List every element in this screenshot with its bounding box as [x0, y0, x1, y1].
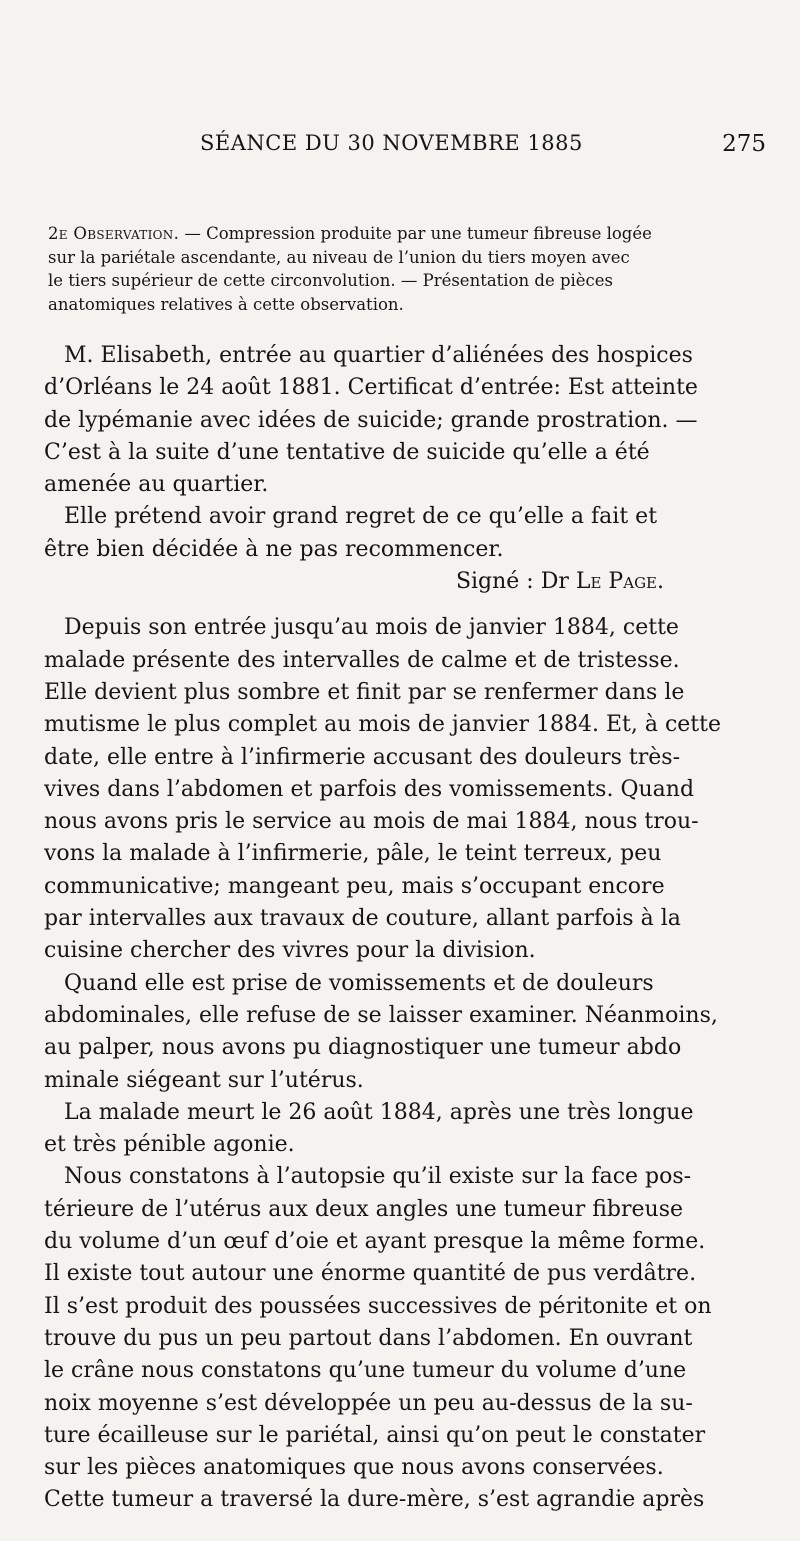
text-line: sur les pièces anatomiques que nous avons conservées.: [44, 1455, 664, 1481]
body-text: [44, 340, 756, 1517]
text-line: minale siégeant sur l’utérus.: [44, 1067, 364, 1093]
text-line: nous avons pris le service au mois de mai 1884, nous trou-: [44, 809, 699, 835]
signed-prefix: Signé : Dr: [455, 569, 576, 595]
text-line: et très pénible agonie.: [44, 1132, 295, 1158]
summary-text: — Compression produite par une tumeur fibreuse logée: [179, 224, 652, 243]
signature-line: [44, 566, 756, 598]
text-line: térieure de l’utérus aux deux angles une tumeur fibreuse: [44, 1196, 684, 1222]
text-line: vives dans l’abdomen et parfois des vomissements. Quand: [44, 776, 695, 802]
summary-line: [48, 222, 754, 246]
observation-summary: [48, 222, 754, 316]
text-line: Il s’est produit des poussées successives de péritonite et on: [44, 1293, 712, 1319]
page-header: [0, 131, 800, 167]
text-line: de lypémanie avec idées de suicide; grande prostration. —: [44, 407, 698, 433]
text-line: d’Orléans le 24 août 1881. Certificat d’entrée: Est atteinte: [44, 375, 698, 401]
page-number: 275: [722, 131, 766, 157]
paragraph: [44, 1161, 756, 1516]
text-line: M. Elisabeth, entrée au quartier d’aliénées des hospices: [64, 343, 693, 368]
text-line: trouve du pus un peu partout dans l’abdomen. En ouvrant: [44, 1325, 693, 1351]
text-line: mutisme le plus complet au mois de janvier 1884. Et, à cette: [44, 712, 722, 738]
summary-line: le tiers supérieur de cette circonvolution. — Présentation de pièces: [48, 271, 614, 290]
text-line: malade présente des intervalles de calme et de tristesse.: [44, 647, 680, 673]
text-line: cuisine chercher des vivres pour la division.: [44, 938, 536, 964]
text-line: être bien décidée à ne pas recommencer.: [44, 536, 504, 562]
signed-name: Le Page.: [575, 569, 664, 595]
observation-label: 2e Observation.: [48, 224, 180, 243]
text-line: amenée au quartier.: [44, 472, 269, 498]
text-line: Il existe tout autour une énorme quantité de pus verdâtre.: [44, 1261, 697, 1287]
paragraph: [44, 501, 756, 566]
text-line: le crâne nous constatons qu’une tumeur du volume d’une: [44, 1358, 687, 1384]
text-line: date, elle entre à l’infirmerie accusant des douleurs très-: [44, 744, 681, 770]
paragraph: [44, 340, 756, 501]
text-line: abdominales, elle refuse de se laisser examiner. Néanmoins,: [44, 1002, 718, 1028]
text-line: par intervalles aux travaux de couture, allant parfois à la: [44, 906, 681, 932]
text-line: au palper, nous avons pu diagnostiquer une tumeur abdo: [44, 1035, 682, 1061]
text-line: Quand elle est prise de vomissements et de douleurs: [64, 970, 654, 996]
running-head: SÉANCE DU 30 NOVEMBRE 1885: [200, 131, 583, 155]
text-line: La malade meurt le 26 août 1884, après une très longue: [64, 1099, 694, 1125]
text-line: Cette tumeur a traversé la dure-mère, s’est agrandie après: [44, 1487, 705, 1513]
text-line: C’est à la suite d’une tentative de suicide qu’elle a été: [44, 439, 650, 465]
text-line: Elle prétend avoir grand regret de ce qu’elle a fait et: [64, 504, 658, 530]
summary-line: sur la pariétale ascendante, au niveau de l’union du tiers moyen avec: [48, 247, 630, 267]
paragraph: [44, 968, 756, 1097]
text-line: Depuis son entrée jusqu’au mois de janvier 1884, cette: [64, 615, 679, 641]
text-line: Elle devient plus sombre et finit par se renfermer dans le: [44, 679, 685, 705]
paragraph-gap: [44, 598, 756, 612]
text-line: communicative; mangeant peu, mais s’occupant encore: [44, 873, 665, 899]
text-line: ture écailleuse sur le pariétal, ainsi qu’on peut le constater: [44, 1422, 706, 1448]
paragraph: [44, 612, 756, 967]
text-line: noix moyenne s’est développée un peu au-dessus de la su-: [44, 1390, 693, 1416]
text-line: Nous constatons à l’autopsie qu’il existe sur la face pos-: [64, 1164, 692, 1190]
paragraph: [44, 1097, 756, 1162]
text-line: du volume d’un œuf d’oie et ayant presque la même forme.: [44, 1229, 706, 1255]
summary-line: anatomiques relatives à cette observation.: [48, 294, 404, 314]
text-line: vons la malade à l’infirmerie, pâle, le teint terreux, peu: [44, 841, 662, 867]
